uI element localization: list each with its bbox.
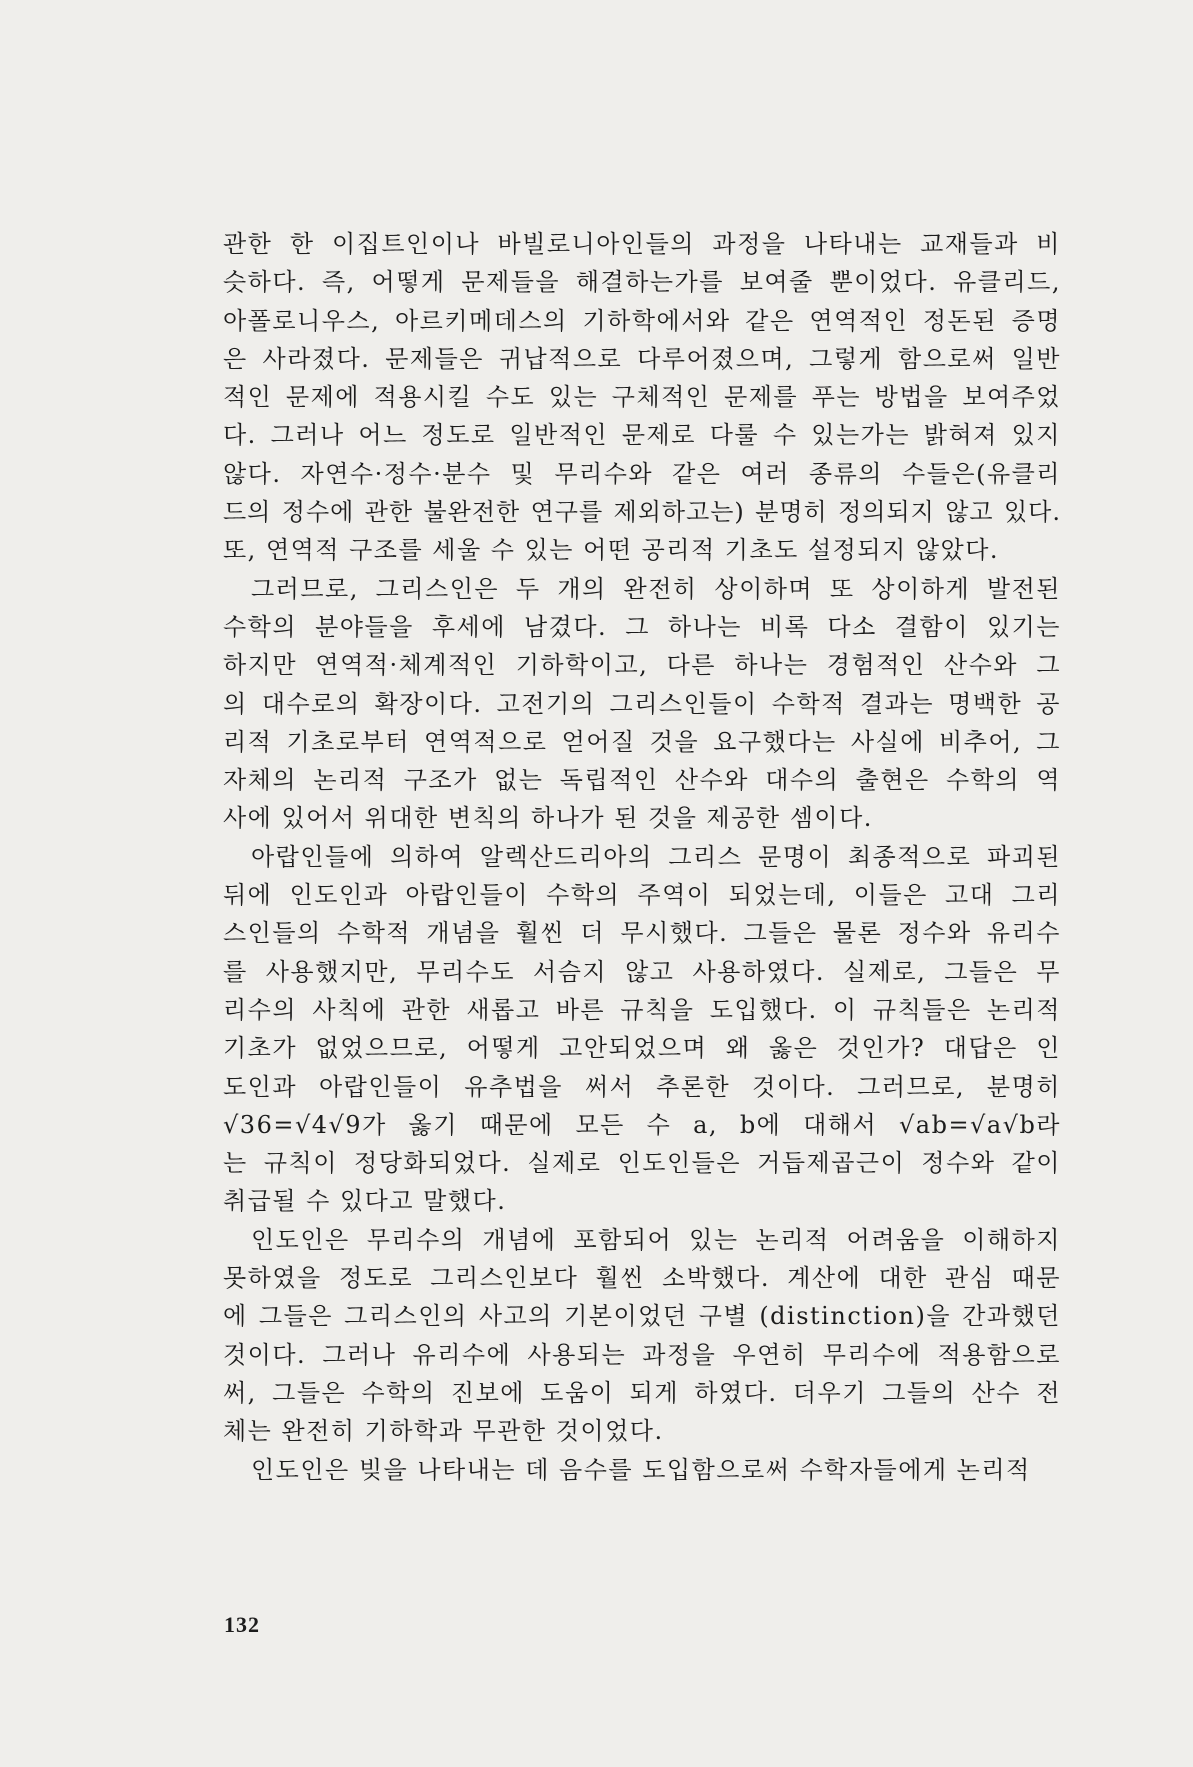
page-number: 132 [224, 1612, 260, 1637]
text-line: 에 그들은 그리스인의 사고의 기본이었던 구별 (distinction)을 간과했던 [223, 1302, 1061, 1331]
text-line: 적인 문제에 적용시킬 수도 있는 구체적인 문제를 푸는 방법을 보여주었 [223, 383, 1061, 412]
text-line: 체는 완전히 기하학과 무관한 것이었다. [223, 1417, 664, 1446]
text-line: 취급될 수 있다고 말했다. [223, 1187, 507, 1216]
text-line: 리수의 사칙에 관한 새롭고 바른 규칙을 도입했다. 이 규칙들은 논리적 [223, 995, 1061, 1024]
text-line: 은 사라졌다. 문제들은 귀납적으로 다루어졌으며, 그렇게 함으로써 일반 [223, 344, 1061, 373]
text-line: 다. 그러나 어느 정도로 일반적인 문제로 다룰 수 있는가는 밝혀져 있지 [223, 421, 1061, 450]
text-line: 써, 그들은 수학의 진보에 도움이 되게 하였다. 더우기 그들의 산수 전 [223, 1378, 1061, 1407]
text-line: 인도인은 무리수의 개념에 포함되어 있는 논리적 어려움을 이해하지 [251, 1225, 1061, 1254]
text-line: 사에 있어서 위대한 변칙의 하나가 된 것을 제공한 셈이다. [223, 804, 873, 833]
text-line: 드의 정수에 관한 불완전한 연구를 제외하고는) 분명히 정의되지 않고 있다. [223, 498, 1061, 527]
text-line: 는 규칙이 정당화되었다. 실제로 인도인들은 거듭제곱근이 정수와 같이 [223, 1149, 1061, 1178]
text-line: 자체의 논리적 구조가 없는 독립적인 산수와 대수의 출현은 수학의 역 [223, 766, 1061, 795]
text-line: 않다. 자연수·정수·분수 및 무리수와 같은 여러 종류의 수들은(유클리 [223, 459, 1061, 488]
text-line: 슷하다. 즉, 어떻게 문제들을 해결하는가를 보여줄 뿐이었다. 유클리드, [223, 268, 1061, 297]
text-line: 못하였을 정도로 그리스인보다 훨씬 소박했다. 계산에 대한 관심 때문 [223, 1264, 1061, 1293]
text-line: 의 대수로의 확장이다. 고전기의 그리스인들이 수학적 결과는 명백한 공 [223, 689, 1061, 718]
text-line: 또, 연역적 구조를 세울 수 있는 어떤 공리적 기초도 설정되지 않았다. [223, 536, 1000, 565]
text-line: 관한 한 이집트인이나 바빌로니아인들의 과정을 나타내는 교재들과 비 [223, 230, 1061, 258]
text-line: 하지만 연역적·체계적인 기하학이고, 다른 하나는 경험적인 산수와 그 [223, 651, 1061, 680]
text-line: 기초가 없었으므로, 어떻게 고안되었으며 왜 옳은 것인가? 대답은 인 [223, 1034, 1061, 1063]
text-line: 것이다. 그러나 유리수에 사용되는 과정을 우연히 무리수에 적용함으로 [223, 1340, 1061, 1369]
text-line: 인도인은 빚을 나타내는 데 음수를 도입함으로써 수학자들에게 논리적 [251, 1455, 1031, 1484]
text-line: 그러므로, 그리스인은 두 개의 완전히 상이하며 또 상이하게 발전된 [251, 574, 1061, 603]
text-line: √36=√4√9가 옳기 때문에 모든 수 a, b에 대해서 √ab=√a√b라 [223, 1110, 1061, 1139]
text-line: 를 사용했지만, 무리수도 서슴지 않고 사용하였다. 실제로, 그들은 무 [223, 957, 1061, 986]
text-line: 도인과 아랍인들이 유추법을 써서 추론한 것이다. 그러므로, 분명히 [223, 1072, 1061, 1101]
text-line: 아랍인들에 의하여 알렉산드리아의 그리스 문명이 최종적으로 파괴된 [251, 842, 1061, 871]
text-line: 수학의 분야들을 후세에 남겼다. 그 하나는 비록 다소 결함이 있기는 [223, 612, 1061, 641]
text-line: 뒤에 인도인과 아랍인들이 수학의 주역이 되었는데, 이들은 고대 그리 [223, 881, 1061, 910]
text-line: 스인들의 수학적 개념을 훨씬 더 무시했다. 그들은 물론 정수와 유리수 [223, 919, 1061, 948]
body-text [223, 225, 1061, 1489]
text-line: 리적 기초로부터 연역적으로 얻어질 것을 요구했다는 사실에 비추어, 그 [223, 727, 1061, 756]
text-line: 아폴로니우스, 아르키메데스의 기하학에서와 같은 연역적인 정돈된 증명 [223, 306, 1061, 335]
